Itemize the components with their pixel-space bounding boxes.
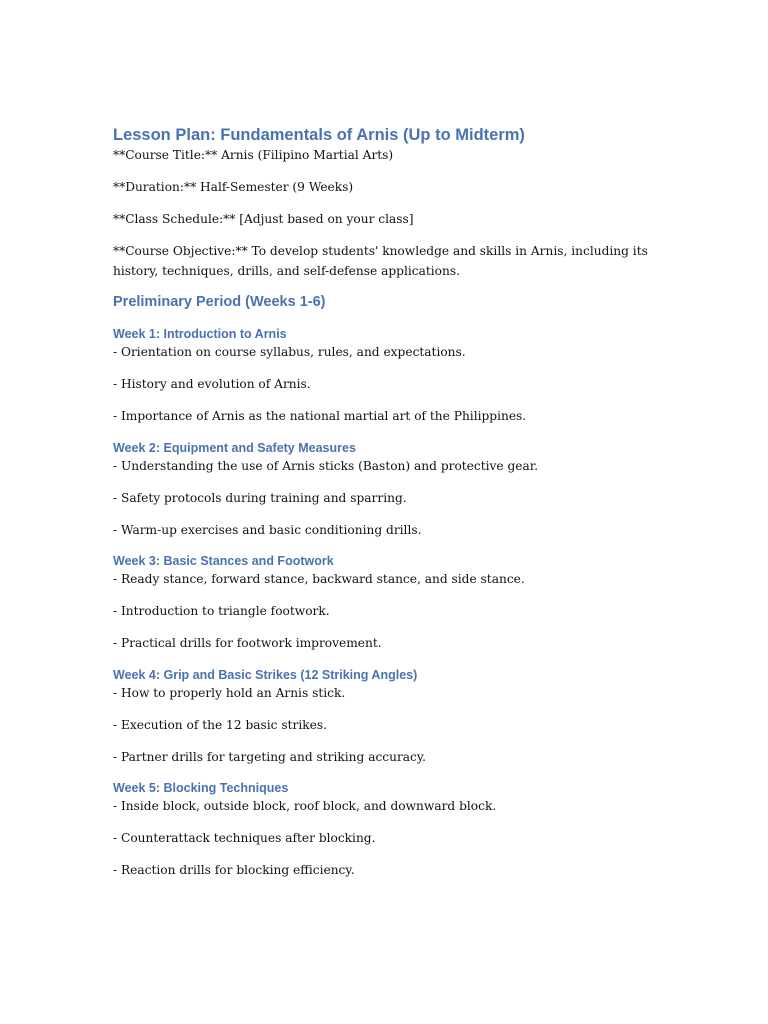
list-item: - Introduction to triangle footwork. [113, 604, 330, 618]
week-heading: Week 5: Blocking Techniques [113, 781, 289, 795]
list-item: - Importance of Arnis as the national martial art of the Philippines. [113, 409, 527, 423]
list-item: - Ready stance, forward stance, backward stance, and side stance. [113, 572, 525, 586]
list-item: - Orientation on course syllabus, rules, and expectations. [113, 345, 466, 359]
week-block [113, 779, 673, 881]
list-item: - History and evolution of Arnis. [113, 377, 311, 391]
list-item: - Counterattack techniques after blocking. [113, 831, 376, 845]
list-item: - Partner drills for targeting and striking accuracy. [113, 749, 427, 764]
week-block [113, 439, 673, 541]
week-heading: Week 2: Equipment and Safety Measures [113, 440, 356, 455]
list-item: - Warm-up exercises and basic conditioning drills. [113, 522, 422, 537]
duration-line: **Duration:** Half-Semester (9 Weeks) [113, 180, 354, 194]
list-item: - Inside block, outside block, roof block, and downward block. [113, 799, 497, 813]
objective-line: history, techniques, drills, and self-defense applications. [113, 263, 460, 278]
list-item: - Understanding the use of Arnis sticks (Baston) and protective gear. [113, 458, 539, 473]
objective-paragraph [113, 242, 673, 281]
document-page [113, 124, 673, 881]
list-item: - How to properly hold an Arnis stick. [113, 685, 346, 700]
week-block [113, 552, 673, 654]
list-item: - Safety protocols during training and sparring. [113, 490, 407, 505]
list-item: - Reaction drills for blocking efficiency. [113, 863, 355, 877]
document-title: Lesson Plan: Fundamentals of Arnis (Up to Midterm) [113, 126, 525, 144]
week-heading: Week 4: Grip and Basic Strikes (12 Striking Angles) [113, 667, 418, 682]
schedule-line: **Class Schedule:** [Adjust based on your class] [113, 212, 414, 226]
week-block [113, 325, 673, 427]
objective-line: **Course Objective:** To develop students' knowledge and skills in Arnis, including its [113, 244, 648, 258]
list-item: - Practical drills for footwork improvement. [113, 636, 382, 650]
week-heading: Week 3: Basic Stances and Footwork [113, 554, 334, 568]
list-item: - Execution of the 12 basic strikes. [113, 717, 327, 732]
week-block [113, 666, 673, 768]
week-heading: Week 1: Introduction to Arnis [113, 327, 287, 341]
section-heading: Preliminary Period (Weeks 1-6) [113, 294, 326, 310]
course-title-line: **Course Title:** Arnis (Filipino Martial Arts) [113, 148, 394, 162]
